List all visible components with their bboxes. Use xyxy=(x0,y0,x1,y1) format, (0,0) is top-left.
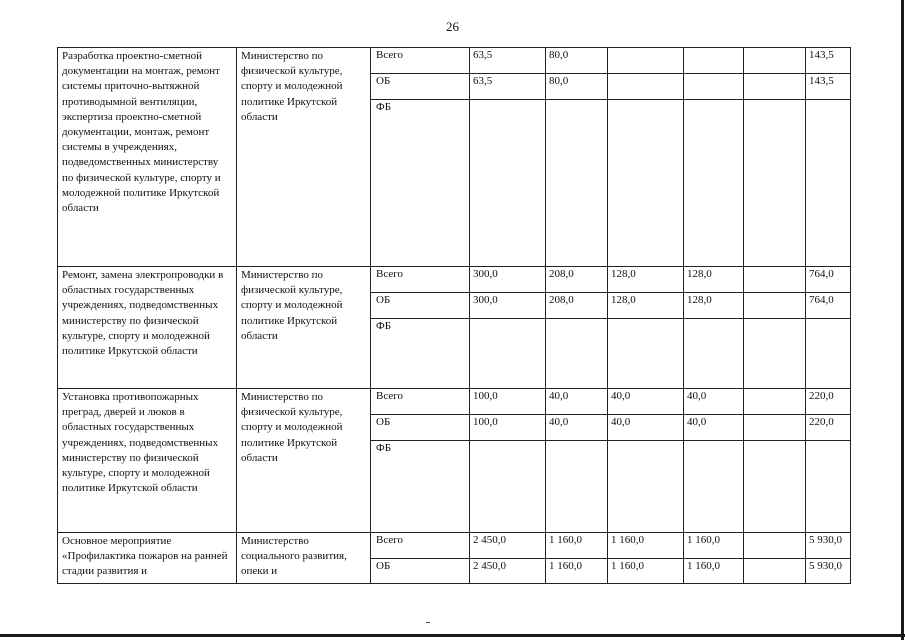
year-value-cell xyxy=(744,441,806,533)
year-value-cell xyxy=(744,559,806,584)
year-value-cell: 2 450,0 xyxy=(470,533,546,559)
funding-source-label: ОБ xyxy=(371,415,470,441)
table-row xyxy=(58,48,851,74)
year-value-cell xyxy=(546,441,608,533)
scan-speck xyxy=(426,622,430,623)
year-value-cell: 1 160,0 xyxy=(608,533,684,559)
year-value-cell: 40,0 xyxy=(608,415,684,441)
year-value-cell xyxy=(684,441,744,533)
year-value-cell xyxy=(684,74,744,100)
year-value-cell: 300,0 xyxy=(470,293,546,319)
year-value-cell xyxy=(608,74,684,100)
scan-right-edge xyxy=(901,0,904,640)
total-value-cell: 220,0 xyxy=(806,415,851,441)
year-value-cell: 40,0 xyxy=(546,415,608,441)
year-value-cell: 1 160,0 xyxy=(684,559,744,584)
year-value-cell xyxy=(744,100,806,267)
funding-source-label: ОБ xyxy=(371,293,470,319)
funding-source-label: ОБ xyxy=(371,74,470,100)
activity-name-cell: Ремонт, замена электропроводки в областных государственных учреждениях, подведомственных министерству по физической культуре, спорту и молодежной политике Иркутской области xyxy=(58,267,237,389)
year-value-cell xyxy=(470,100,546,267)
total-value-cell: 143,5 xyxy=(806,74,851,100)
total-value-cell xyxy=(806,319,851,389)
year-value-cell xyxy=(744,319,806,389)
funding-source-label: Всего xyxy=(371,48,470,74)
year-value-cell xyxy=(744,293,806,319)
funding-source-label: Всего xyxy=(371,267,470,293)
year-value-cell: 80,0 xyxy=(546,74,608,100)
year-value-cell: 128,0 xyxy=(684,267,744,293)
year-value-cell xyxy=(608,48,684,74)
total-value-cell: 220,0 xyxy=(806,389,851,415)
table-row xyxy=(58,533,851,559)
year-value-cell: 2 450,0 xyxy=(470,559,546,584)
year-value-cell xyxy=(684,48,744,74)
executor-cell: Министерство по физической культуре, спорту и молодежной политике Иркутской области xyxy=(237,48,371,267)
year-value-cell: 208,0 xyxy=(546,293,608,319)
year-value-cell: 1 160,0 xyxy=(608,559,684,584)
year-value-cell: 208,0 xyxy=(546,267,608,293)
funding-source-label: ФБ xyxy=(371,319,470,389)
year-value-cell: 300,0 xyxy=(470,267,546,293)
year-value-cell xyxy=(684,319,744,389)
year-value-cell xyxy=(684,100,744,267)
funding-source-label: ОБ xyxy=(371,559,470,584)
year-value-cell xyxy=(744,48,806,74)
year-value-cell xyxy=(744,415,806,441)
total-value-cell: 5 930,0 xyxy=(806,533,851,559)
page-number: 26 xyxy=(446,19,459,34)
year-value-cell: 128,0 xyxy=(684,293,744,319)
year-value-cell xyxy=(744,74,806,100)
scan-bottom-edge xyxy=(0,634,905,637)
activity-name-cell: Установка противопожарных преград, дверей и люков в областных государственных учреждениях, подведомственных министерству по физической культуре, спорту и молодежной политике Иркутской области xyxy=(58,389,237,533)
activity-name-cell: Разработка проектно-сметной документации на монтаж, ремонт системы приточно-вытяжной противодымной вентиляции, экспертиза проектно-сметной документации, монтаж, ремонт системы в учреждениях, подведомственных министерству по физической культуре, спорту и молодежной политике Иркутской области xyxy=(58,48,237,267)
executor-cell: Министерство по физической культуре, спорту и молодежной политике Иркутской области xyxy=(237,267,371,389)
year-value-cell xyxy=(608,319,684,389)
executor-cell: Министерство по физической культуре, спорту и молодежной политике Иркутской области xyxy=(237,389,371,533)
total-value-cell: 764,0 xyxy=(806,267,851,293)
total-value-cell: 764,0 xyxy=(806,293,851,319)
year-value-cell: 80,0 xyxy=(546,48,608,74)
year-value-cell xyxy=(608,100,684,267)
funding-source-label: ФБ xyxy=(371,441,470,533)
year-value-cell: 100,0 xyxy=(470,415,546,441)
funding-source-label: Всего xyxy=(371,389,470,415)
program-funding-table xyxy=(57,47,851,584)
year-value-cell: 128,0 xyxy=(608,293,684,319)
executor-cell: Министерство социального развития, опеки и xyxy=(237,533,371,584)
year-value-cell: 1 160,0 xyxy=(684,533,744,559)
year-value-cell: 100,0 xyxy=(470,389,546,415)
year-value-cell xyxy=(744,267,806,293)
year-value-cell xyxy=(470,319,546,389)
year-value-cell xyxy=(470,441,546,533)
year-value-cell: 40,0 xyxy=(608,389,684,415)
total-value-cell xyxy=(806,100,851,267)
funding-source-label: ФБ xyxy=(371,100,470,267)
year-value-cell xyxy=(744,389,806,415)
year-value-cell: 63,5 xyxy=(470,48,546,74)
year-value-cell: 40,0 xyxy=(684,415,744,441)
total-value-cell xyxy=(806,441,851,533)
funding-source-label: Всего xyxy=(371,533,470,559)
table-row xyxy=(58,267,851,293)
year-value-cell xyxy=(608,441,684,533)
year-value-cell xyxy=(546,100,608,267)
year-value-cell: 40,0 xyxy=(684,389,744,415)
total-value-cell: 5 930,0 xyxy=(806,559,851,584)
year-value-cell: 1 160,0 xyxy=(546,559,608,584)
activity-name-cell: Основное мероприятие «Профилактика пожаров на ранней стадии развития и xyxy=(58,533,237,584)
year-value-cell: 128,0 xyxy=(608,267,684,293)
table-body xyxy=(58,48,851,584)
year-value-cell xyxy=(546,319,608,389)
year-value-cell: 40,0 xyxy=(546,389,608,415)
year-value-cell xyxy=(744,533,806,559)
year-value-cell: 63,5 xyxy=(470,74,546,100)
table-row xyxy=(58,389,851,415)
total-value-cell: 143,5 xyxy=(806,48,851,74)
year-value-cell: 1 160,0 xyxy=(546,533,608,559)
